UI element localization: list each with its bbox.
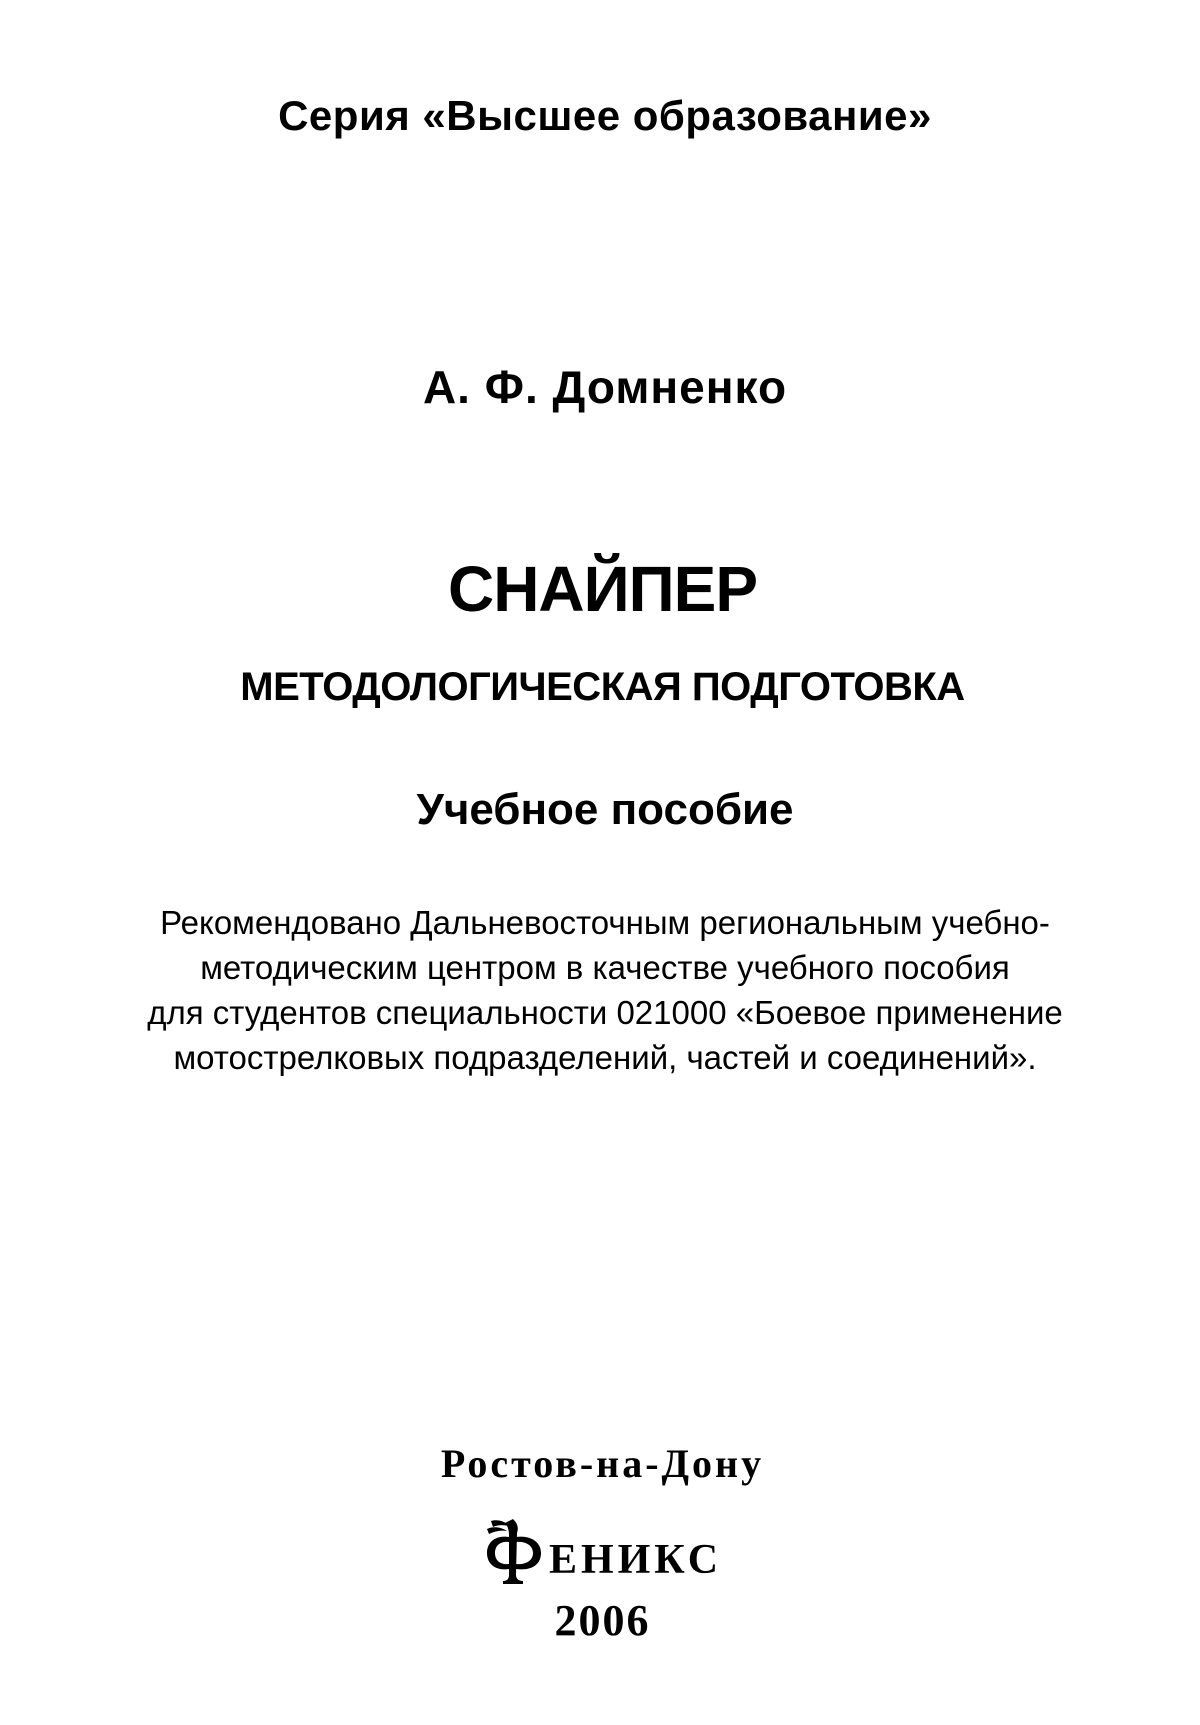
- author-name: А. Ф. Домненко: [422, 361, 788, 413]
- publication-type: Учебное пособие: [416, 785, 794, 834]
- recommendation-line: Рекомендовано Дальневосточным региональным учебно-: [160, 904, 1050, 941]
- publication-city: Ростов-на-Дону: [440, 1441, 765, 1486]
- publisher-name: ЕНИКС: [548, 1537, 723, 1583]
- recommendation-text: [0, 900, 1200, 1080]
- recommendation-line: мотострелковых подразделений, частей и соединений».: [173, 1039, 1037, 1076]
- book-subtitle: МЕТОДОЛОГИЧЕСКАЯ ПОДГОТОВКА: [240, 665, 965, 709]
- book-title: СНАЙПЕР: [447, 553, 758, 625]
- recommendation-line: для студентов специальности 021000 «Боевое применение: [147, 994, 1063, 1031]
- recommendation-line: методическим центром в качестве учебного пособия: [200, 949, 1010, 986]
- publisher: [0, 1515, 1200, 1585]
- phoenix-logo-icon: [483, 1515, 551, 1585]
- publication-year: 2006: [554, 1596, 651, 1645]
- series-name: Серия «Высшее образование»: [278, 92, 932, 139]
